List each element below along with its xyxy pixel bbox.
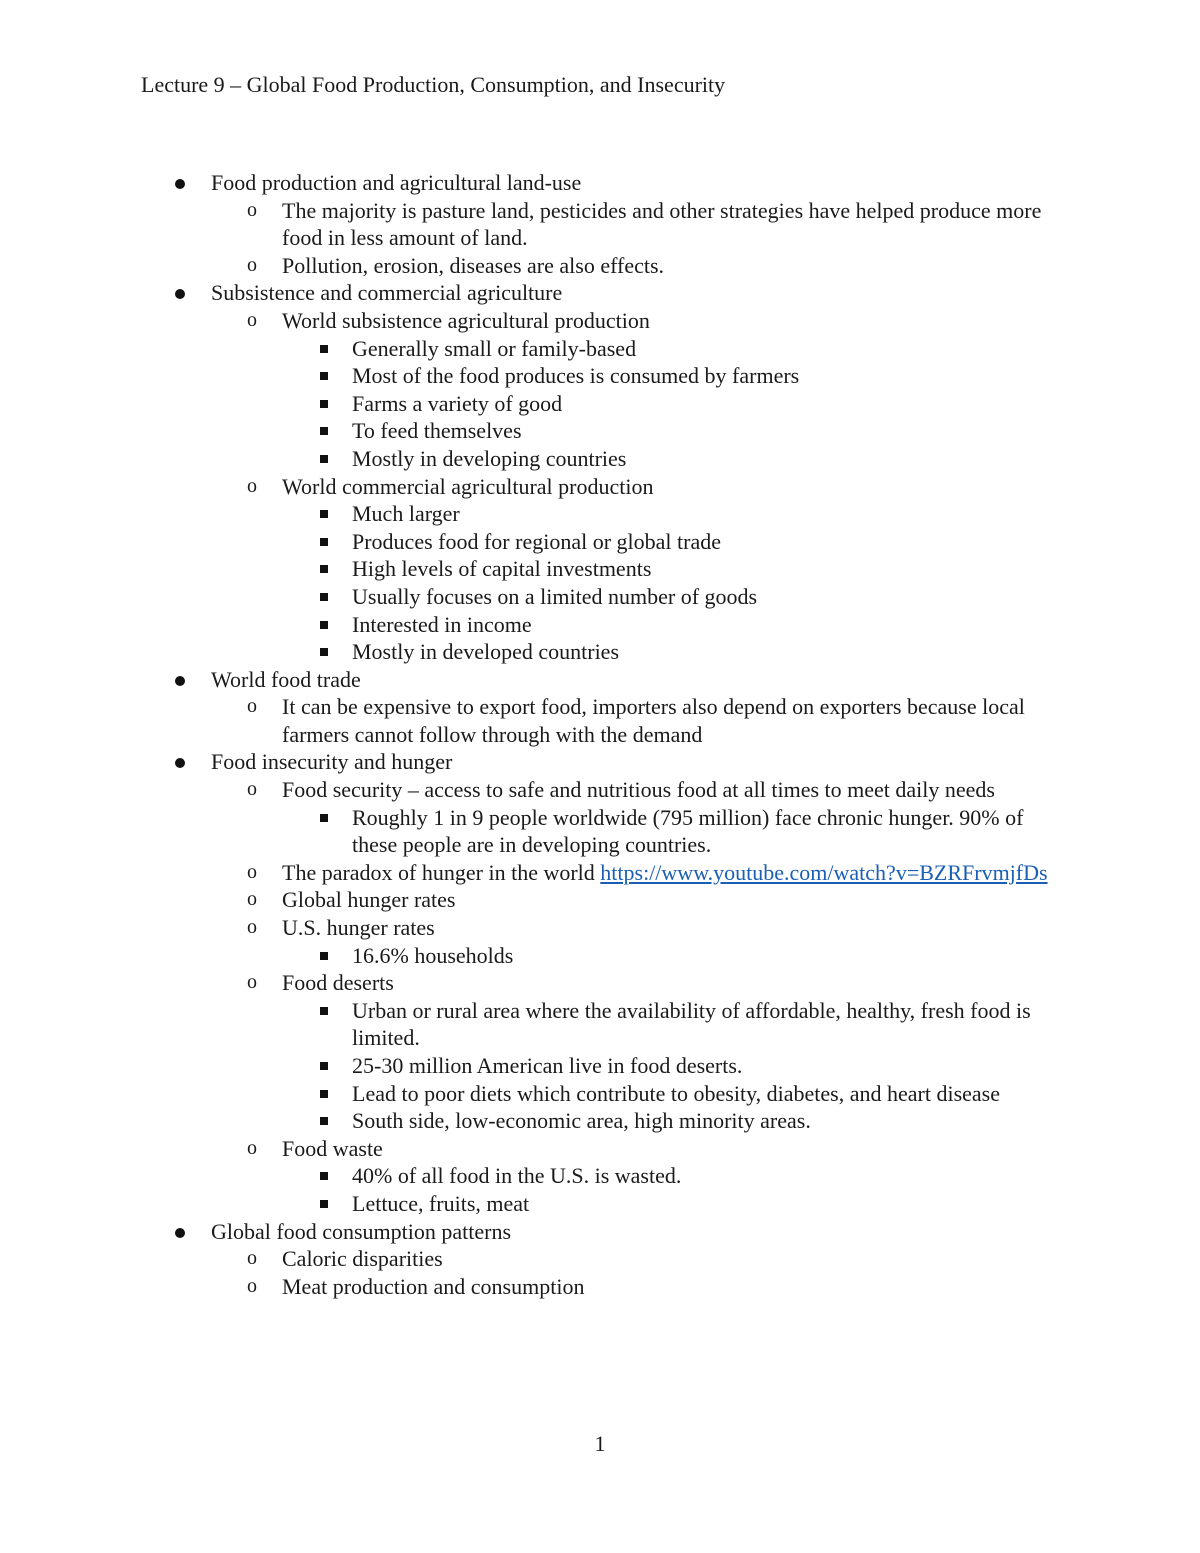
outline-item-level-1 [0, 1218, 1200, 1301]
outline-row [0, 914, 1062, 942]
outline-text: Global hunger rates [282, 887, 456, 913]
bullet-circle-icon: o [247, 971, 257, 994]
bullet-square-icon [320, 538, 328, 546]
outline-row [0, 1107, 1062, 1135]
outline-row [0, 1162, 1062, 1190]
outline-item-level-3 [0, 583, 1200, 611]
document-body [0, 169, 1200, 1300]
outline-item-level-3 [0, 417, 1200, 445]
outline-item-level-3 [0, 1190, 1200, 1218]
outline-text: Caloric disparities [282, 1246, 443, 1272]
outline-row [0, 335, 1062, 363]
sub-sub-list [0, 804, 1200, 859]
outline-list [0, 169, 1200, 1300]
outline-item-level-2 [0, 693, 1200, 748]
outline-text: Farms a variety of good [352, 390, 563, 416]
outline-text: World commercial agricultural production [282, 473, 654, 499]
outline-item-level-1 [0, 279, 1200, 665]
bullet-circle-icon: o [247, 474, 257, 497]
outline-item-level-3 [0, 362, 1200, 390]
video-link[interactable]: https://www.youtube.com/watch?v=BZRFrvmjfDs [600, 859, 1048, 885]
outline-row [0, 886, 1062, 914]
outline-text: 40% of all food in the U.S. is wasted. [352, 1163, 682, 1189]
outline-text: Food deserts [282, 970, 394, 996]
outline-text: South side, low-economic area, high minority areas. [352, 1108, 811, 1134]
outline-row [0, 307, 1062, 335]
outline-item-level-2 [0, 252, 1200, 280]
bullet-circle-icon: o [247, 860, 257, 883]
outline-item-level-2 [0, 1273, 1200, 1301]
bullet-circle-icon: o [247, 1274, 257, 1297]
bullet-square-icon [320, 648, 328, 656]
outline-text: Generally small or family-based [352, 335, 637, 361]
bullet-square-icon [320, 1172, 328, 1180]
page-number: 1 [594, 1431, 606, 1456]
outline-item-level-2 [0, 307, 1200, 473]
outline-row [0, 611, 1062, 639]
outline-text: 25-30 million American live in food deserts. [352, 1053, 743, 1078]
bullet-circle-icon: o [247, 308, 257, 331]
outline-item-level-3 [0, 638, 1200, 666]
outline-row [0, 362, 1062, 390]
outline-row [0, 776, 1062, 804]
outline-item-level-3 [0, 1107, 1200, 1135]
outline-text: 16.6% households [352, 942, 514, 968]
outline-text: Food waste [282, 1135, 383, 1161]
outline-item-level-2 [0, 914, 1200, 969]
outline-item-level-3 [0, 390, 1200, 418]
bullet-square-icon [320, 952, 328, 960]
outline-row [0, 997, 1062, 1052]
bullet-circle-icon: o [247, 1247, 257, 1270]
outline-text: Urban or rural area where the availability of affordable, healthy, fresh food is limited. [352, 997, 1031, 1051]
outline-row [0, 666, 1061, 694]
outline-row [0, 473, 1062, 501]
outline-item-level-1 [0, 748, 1200, 1217]
outline-text: Much larger [352, 501, 460, 527]
bullet-square-icon [320, 455, 328, 463]
outline-text: Subsistence and commercial agriculture [211, 280, 563, 306]
outline-item-level-2 [0, 859, 1200, 887]
outline-text: U.S. hunger rates [282, 915, 435, 941]
sub-sub-list [0, 335, 1200, 473]
outline-text: To feed themselves [352, 418, 522, 444]
sub-list [0, 197, 1200, 280]
bullet-square-icon [320, 1117, 328, 1125]
outline-row [0, 748, 1061, 776]
outline-row [0, 279, 1061, 307]
sub-sub-list [0, 997, 1200, 1135]
bullet-square-icon [320, 621, 328, 629]
outline-item-level-3 [0, 335, 1200, 363]
bullet-disc-icon [175, 1228, 185, 1238]
outline-text: Produces food for regional or global trade [352, 528, 721, 554]
outline-item-level-2 [0, 473, 1200, 666]
outline-row [0, 859, 1062, 887]
outline-row [0, 1218, 1061, 1246]
outline-text: World food trade [211, 666, 361, 692]
outline-row [0, 693, 1062, 748]
outline-text: Lead to poor diets which contribute to obesity, diabetes, and heart disease [352, 1080, 1000, 1106]
outline-row [0, 197, 1062, 252]
bullet-square-icon [320, 372, 328, 380]
outline-row [0, 555, 1062, 583]
outline-text: The paradox of hunger in the world [282, 859, 601, 885]
outline-item-level-2 [0, 886, 1200, 914]
outline-text: High levels of capital investments [352, 556, 652, 582]
outline-row [0, 583, 1062, 611]
bullet-circle-icon: o [247, 695, 257, 718]
outline-text: Mostly in developing countries [352, 445, 627, 471]
bullet-square-icon [320, 1200, 328, 1208]
outline-row [0, 1190, 1062, 1218]
bullet-square-icon [320, 345, 328, 353]
outline-text: Lettuce, fruits, meat [352, 1190, 530, 1216]
outline-item-level-3 [0, 445, 1200, 473]
outline-row [0, 390, 1062, 418]
outline-text: It can be expensive to export food, importers also depend on exporters because local farmers cannot follow through with the demand [282, 694, 1025, 747]
bullet-square-icon [320, 814, 328, 822]
outline-text: Pollution, erosion, diseases are also effects. [282, 252, 665, 278]
outline-item-level-3 [0, 1162, 1200, 1190]
outline-text: Food production and agricultural land-use [211, 170, 582, 195]
outline-row [0, 1273, 1062, 1301]
outline-item-level-3 [0, 1052, 1200, 1080]
page-title: Lecture 9 – Global Food Production, Consumption, and Insecurity [141, 72, 726, 97]
outline-text: Food insecurity and hunger [211, 749, 453, 775]
outline-item-level-3 [0, 611, 1200, 639]
outline-row [0, 1245, 1062, 1273]
outline-item-level-3 [0, 528, 1200, 556]
bullet-disc-icon [175, 758, 185, 768]
outline-item-level-3 [0, 500, 1200, 528]
bullet-disc-icon [175, 289, 185, 299]
outline-row [0, 169, 1061, 197]
outline-text: Global food consumption patterns [211, 1218, 512, 1244]
bullet-circle-icon: o [247, 888, 257, 911]
bullet-square-icon [320, 427, 328, 435]
outline-row [0, 500, 1062, 528]
outline-row [0, 638, 1062, 666]
outline-text: Meat production and consumption [282, 1273, 585, 1299]
bullet-circle-icon: o [247, 778, 257, 801]
outline-row [0, 445, 1062, 473]
outline-row [0, 804, 1062, 859]
outline-item-level-2 [0, 1135, 1200, 1218]
bullet-disc-icon [175, 179, 185, 189]
outline-row [0, 969, 1062, 997]
outline-text: Roughly 1 in 9 people worldwide (795 million) face chronic hunger. 90% of these people are in developing countries. [352, 804, 1024, 858]
outline-row [0, 942, 1062, 970]
outline-row [0, 528, 1062, 556]
outline-item-level-2 [0, 197, 1200, 252]
outline-text: Most of the food produces is consumed by farmers [352, 363, 800, 389]
outline-item-level-1 [0, 169, 1200, 279]
outline-item-level-2 [0, 776, 1200, 859]
outline-row [0, 417, 1062, 445]
outline-item-level-2 [0, 1245, 1200, 1273]
outline-text: Usually focuses on a limited number of goods [352, 583, 758, 609]
outline-item-level-3 [0, 997, 1200, 1052]
outline-item-level-3 [0, 804, 1200, 859]
outline-text: The majority is pasture land, pesticides and other strategies have helped produce more food in less amount of land. [282, 197, 1042, 251]
bullet-circle-icon: o [247, 1136, 257, 1159]
outline-item-level-2 [0, 969, 1200, 1135]
bullet-square-icon [320, 565, 328, 573]
sub-list [0, 307, 1200, 666]
bullet-square-icon [320, 1090, 328, 1098]
bullet-circle-icon: o [247, 253, 257, 276]
outline-text: Interested in income [352, 611, 532, 637]
bullet-square-icon [320, 400, 328, 408]
sub-list [0, 776, 1200, 1218]
sub-sub-list [0, 942, 1200, 970]
outline-text: World subsistence agricultural production [282, 307, 650, 333]
outline-item-level-3 [0, 942, 1200, 970]
bullet-square-icon [320, 510, 328, 518]
outline-row [0, 1052, 1062, 1080]
sub-list [0, 693, 1200, 748]
outline-text: Food security – access to safe and nutritious food at all times to meet daily needs [282, 777, 995, 803]
outline-text: Mostly in developed countries [352, 639, 620, 665]
outline-item-level-3 [0, 1080, 1200, 1108]
bullet-square-icon [320, 593, 328, 601]
bullet-square-icon [320, 1062, 328, 1070]
sub-sub-list [0, 1162, 1200, 1217]
bullet-disc-icon [175, 676, 185, 686]
bullet-square-icon [320, 1007, 328, 1015]
bullet-circle-icon: o [247, 916, 257, 939]
outline-item-level-3 [0, 555, 1200, 583]
outline-item-level-1 [0, 666, 1200, 749]
sub-list [0, 1245, 1200, 1300]
outline-row [0, 1135, 1062, 1163]
bullet-circle-icon: o [247, 198, 257, 221]
outline-row [0, 252, 1062, 280]
outline-row [0, 1080, 1062, 1108]
sub-sub-list [0, 500, 1200, 666]
